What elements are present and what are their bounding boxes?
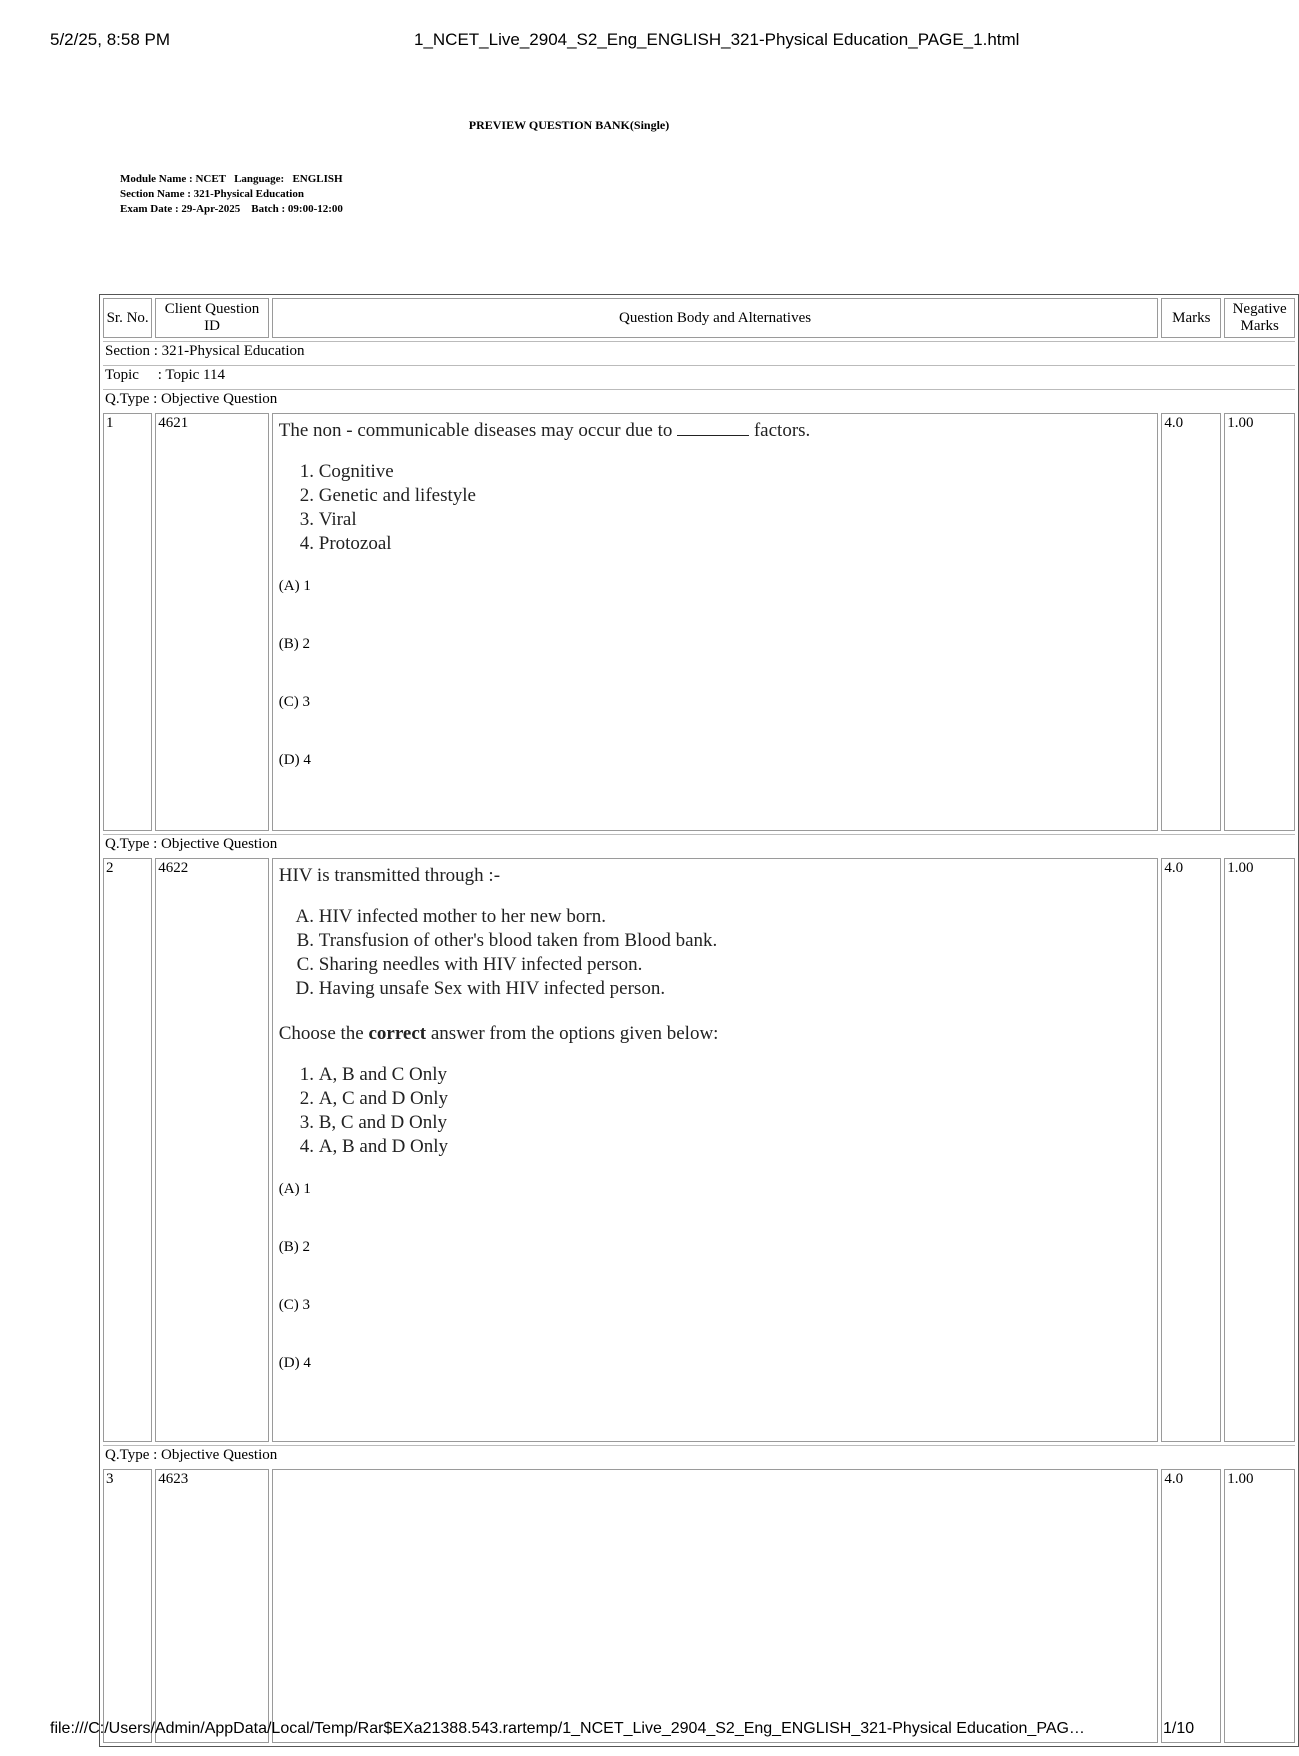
section-row: Section : 321-Physical Education <box>103 341 1295 362</box>
qtype-label: Q.Type <box>105 1447 150 1463</box>
statement-item: A. HIV infected mother to her new born. <box>319 905 1152 929</box>
print-page-number: 1/10 <box>1163 1720 1195 1737</box>
option-b: (B) 2 <box>278 1239 310 1255</box>
alternatives-list <box>279 1063 1152 1159</box>
alternative-item: 4. Protozoal <box>319 532 1152 556</box>
table-header-row <box>103 298 1295 338</box>
answer-blank <box>677 421 749 436</box>
section-label: Section <box>105 343 150 359</box>
qtype-label: Q.Type <box>105 836 150 852</box>
option-b: (B) 2 <box>278 636 310 652</box>
qtype-row: Q.Type : Objective Question <box>103 1445 1295 1466</box>
alternative-item: 3. B, C and D Only <box>319 1111 1152 1135</box>
statement-item: D. Having unsafe Sex with HIV infected person. <box>319 977 1152 1001</box>
alternative-item: 3. Viral <box>319 508 1152 532</box>
question-id: 4623 <box>155 1469 269 1743</box>
header-marks: Marks <box>1161 298 1221 338</box>
question-table <box>99 294 1299 1747</box>
question-body <box>272 858 1159 1442</box>
header-question-body: Question Body and Alternatives <box>272 298 1159 338</box>
question-id: 4622 <box>155 858 269 1442</box>
header-client-question-id: Client Question ID <box>155 298 269 338</box>
option-d: (D) 4 <box>278 752 311 768</box>
option-c: (C) 3 <box>278 694 310 710</box>
qtype-value: Objective Question <box>161 1447 278 1463</box>
alternatives-list <box>279 460 1152 556</box>
option-d: (D) 4 <box>278 1355 311 1371</box>
print-footer <box>0 1720 1240 1756</box>
question-sr: 2 <box>103 858 152 1442</box>
question-body <box>272 1469 1159 1743</box>
topic-row: Topic : Topic 114 <box>103 365 1295 386</box>
question-row <box>103 1469 1295 1743</box>
qtype-value: Objective Question <box>161 391 278 407</box>
print-file-path: file:///C:/Users/Admin/AppData/Local/Temp/Rar$EXa21388.543.rartemp/1_NCET_Live_2904_S2_Eng_ENGLISH_321-Physical Education_PAG… <box>50 1720 1085 1737</box>
question-sr: 3 <box>103 1469 152 1743</box>
question-marks: 4.0 <box>1161 1469 1221 1743</box>
question-table-viewport <box>99 294 1287 1709</box>
print-datetime: 5/2/25, 8:58 PM <box>50 30 171 49</box>
question-marks: 4.0 <box>1161 413 1221 831</box>
option-a: (A) 1 <box>278 578 311 594</box>
question-negative-marks: 1.00 <box>1224 413 1295 831</box>
qtype-row: Q.Type : Objective Question <box>103 834 1295 855</box>
alternative-item: 1. Cognitive <box>319 460 1152 484</box>
meta-section-name: Section Name : 321-Physical Education <box>120 188 304 200</box>
alternative-item: 4. A, B and D Only <box>319 1135 1152 1159</box>
meta-exam-date-batch: Exam Date : 29-Apr-2025 Batch : 09:00-12:00 <box>120 203 343 215</box>
print-header <box>0 30 1240 54</box>
topic-label: Topic <box>105 367 139 383</box>
qtype-value: Objective Question <box>161 836 278 852</box>
question-marks: 4.0 <box>1161 858 1221 1442</box>
alternative-item: 2. A, C and D Only <box>319 1087 1152 1111</box>
statements-list <box>279 905 1152 1001</box>
header-negative-marks: Negative Marks <box>1224 298 1295 338</box>
alternative-item: 2. Genetic and lifestyle <box>319 484 1152 508</box>
question-row <box>103 413 1295 831</box>
print-file-title: 1_NCET_Live_2904_S2_Eng_ENGLISH_321-Physical Education_PAGE_1.html <box>414 30 1020 49</box>
topic-value: Topic 114 <box>165 367 225 383</box>
header-sr-no: Sr. No. <box>103 298 152 338</box>
qtype-label: Q.Type <box>105 391 150 407</box>
meta-module-language: Module Name : NCET Language: ENGLISH <box>120 173 343 185</box>
qtype-row: Q.Type : Objective Question <box>103 389 1295 410</box>
question-row <box>103 858 1295 1442</box>
question-stem: HIV is transmitted through :- <box>278 865 501 886</box>
choose-instruction: Choose the correct answer from the options given below: <box>278 1023 719 1044</box>
alternative-item: 1. A, B and C Only <box>319 1063 1152 1087</box>
exam-meta <box>120 172 343 217</box>
option-a: (A) 1 <box>278 1181 311 1197</box>
question-body <box>272 413 1159 831</box>
statement-item: B. Transfusion of other's blood taken from Blood bank. <box>319 929 1152 953</box>
question-sr: 1 <box>103 413 152 831</box>
document-title: PREVIEW QUESTION BANK(Single) <box>468 118 670 132</box>
option-c: (C) 3 <box>278 1297 310 1313</box>
question-negative-marks: 1.00 <box>1224 858 1295 1442</box>
section-value: 321-Physical Education <box>161 343 305 359</box>
question-id: 4621 <box>155 413 269 831</box>
question-stem: The non - communicable diseases may occur due to factors. <box>278 420 811 441</box>
question-negative-marks: 1.00 <box>1224 1469 1295 1743</box>
statement-item: C. Sharing needles with HIV infected person. <box>319 953 1152 977</box>
